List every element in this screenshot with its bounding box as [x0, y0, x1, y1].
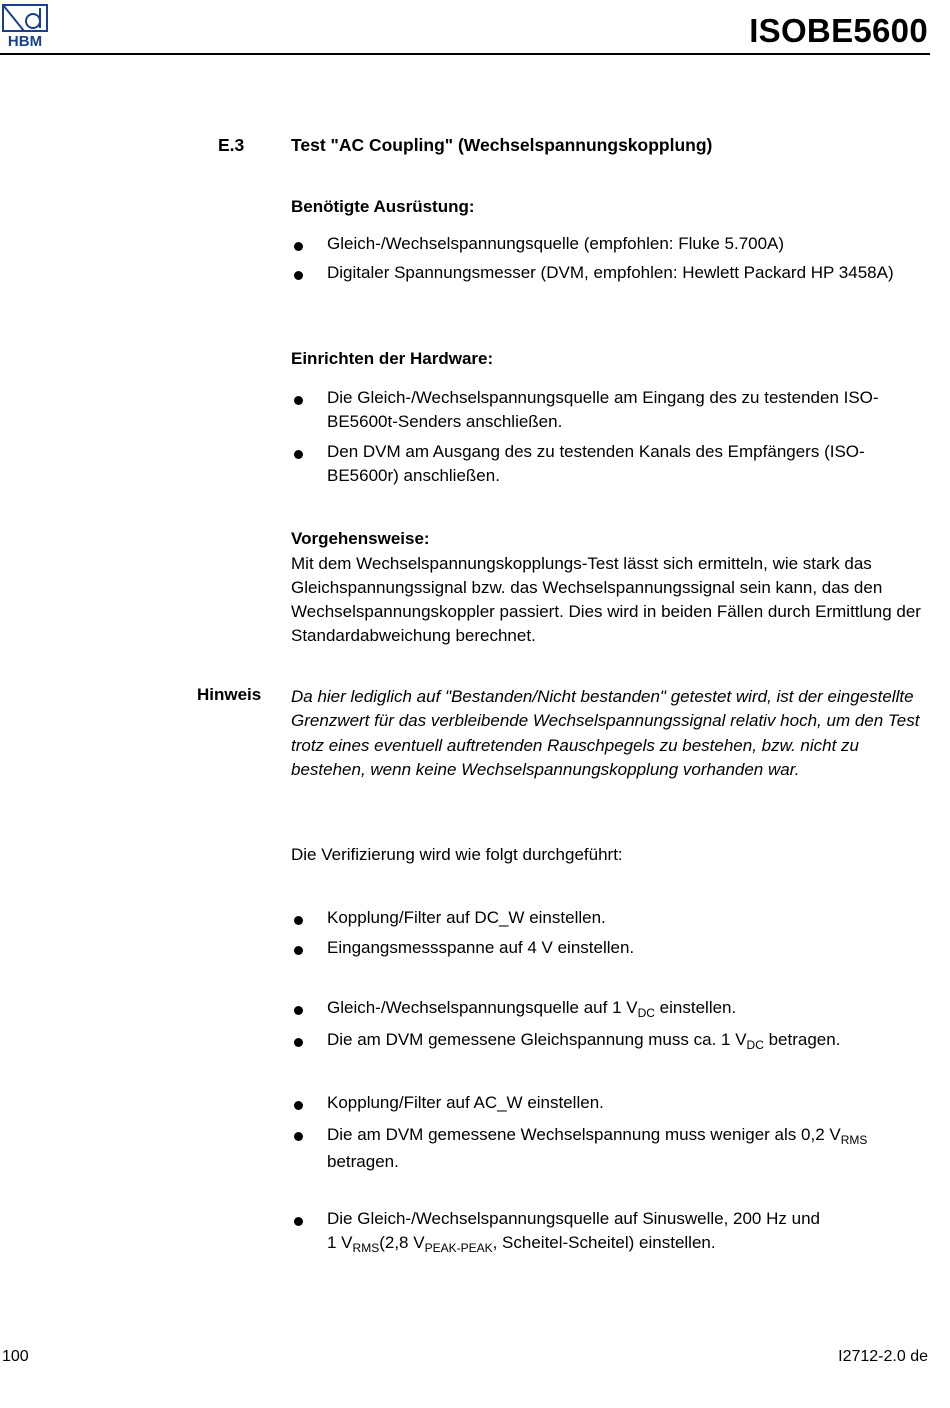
list-item: Kopplung/Filter auf DC_W einstellen. — [291, 906, 931, 930]
bullet-icon — [294, 450, 303, 459]
list-item: Den DVM am Ausgang des zu testenden Kanals des Empfängers (ISO-BE5600r) anschließen. — [291, 440, 931, 488]
bullet-icon — [294, 1101, 303, 1110]
procedure-heading: Vorgehensweise: — [291, 529, 430, 548]
bullet-icon — [294, 1006, 303, 1015]
bullet-icon — [294, 946, 303, 955]
bullet-icon — [294, 916, 303, 925]
list-item: Gleich-/Wechselspannungsquelle auf 1 $V_{DC}$ einstellen. — [291, 996, 931, 1020]
section-title: Test "AC Coupling" (Wechselspannungskopplung) — [291, 135, 713, 155]
header-rule — [0, 53, 930, 55]
bullet-icon — [294, 1217, 303, 1226]
list-item: Die am DVM gemessene Wechselspannung muss weniger als 0,2 $V_{RMS}$ betragen. — [291, 1121, 931, 1175]
list-item: Gleich-/Wechselspannungsquelle (empfohlen: Fluke 5.700A) — [291, 232, 931, 256]
verification-intro: Die Verifizierung wird wie folgt durchgeführt: — [291, 845, 623, 864]
page-number: 100 — [2, 1348, 29, 1365]
document-title: ISOBE5600 — [749, 12, 928, 49]
document-id: I2712-2.0 de — [838, 1348, 928, 1365]
bullet-icon — [294, 396, 303, 405]
list-item: Digitaler Spannungsmesser (DVM, empfohlen: Hewlett Packard HP 3458A) — [291, 261, 931, 285]
section-number: E.3 — [218, 135, 245, 155]
list-item: Eingangsmessspanne auf 4 V einstellen. — [291, 936, 931, 960]
note-text: Da hier lediglich auf "Bestanden/Nicht bestanden" getestet wird, ist der eingestellte Grenzwert für das verbleibende Wechselspannungssignal relativ hoch, um den Test trotz eines eventuell auftretenden Rauschpegels zu bestehen, bzw. nicht zu bestehen, wenn keine Wechselspannungskopplung vorhanden war. — [291, 687, 920, 780]
list-item: Kopplung/Filter auf AC_W einstellen. — [291, 1091, 931, 1115]
logo-text: HBM — [7, 33, 43, 48]
list-item: Die Gleich-/Wechselspannungsquelle am Eingang des zu testenden ISO-BE5600t-Senders anschließen. — [291, 386, 931, 434]
list-item: Die Gleich-/Wechselspannungsquelle auf Sinuswelle, 200 Hz und 1 $V_{RMS}(2,8$ $V_{PEAK-PEAK}$, Scheitel-Scheitel) einstellen. — [291, 1207, 931, 1255]
hbm-logo — [2, 4, 48, 48]
hardware-heading: Einrichten der Hardware: — [291, 349, 494, 368]
list-item: Die am DVM gemessene Gleichspannung muss ca. 1 $V_{DC}$ betragen. — [291, 1028, 931, 1052]
equipment-heading: Benötigte Ausrüstung: — [291, 197, 475, 216]
bullet-icon — [294, 1132, 303, 1141]
procedure-text: Mit dem Wechselspannungskopplungs-Test lässt sich ermitteln, wie stark das Gleichspannungssignal bzw. das Wechselspannungssignal sein kann, das den Wechselspannungskoppler passiert. Dies wird in beiden Fällen durch Ermittlung der Standardabweichung berechnet. — [291, 554, 921, 645]
bullet-icon — [294, 242, 303, 251]
bullet-icon — [294, 271, 303, 280]
note-label: Hinweis — [197, 685, 262, 704]
bullet-icon — [294, 1038, 303, 1047]
